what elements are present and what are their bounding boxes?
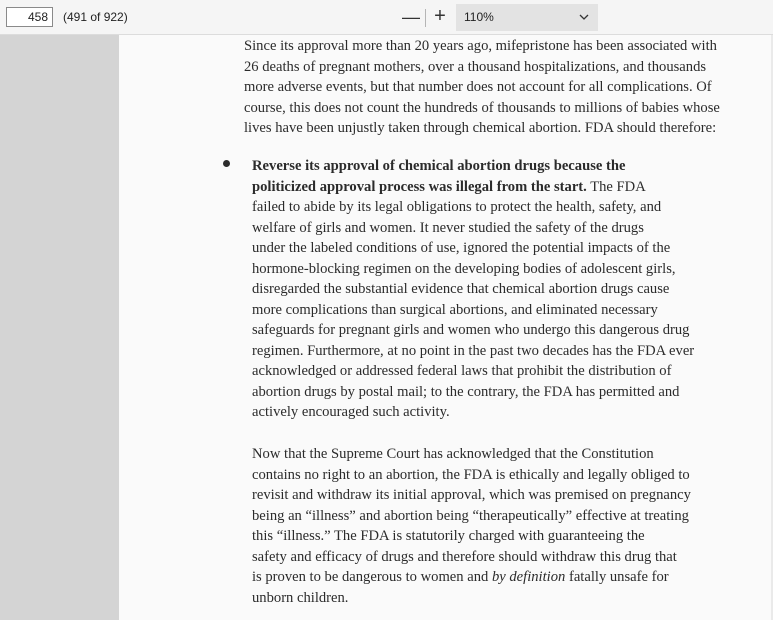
text-line: more adverse events, but that number does not account for all complications. Of [244, 79, 712, 95]
toolbar-divider [425, 9, 426, 27]
text-line [252, 156, 756, 177]
text-line: hormone-blocking regimen on the developing bodies of adolescent girls, [252, 260, 676, 277]
text-line: welfare of girls and women. It never studied the safety of the drugs [252, 219, 644, 236]
text-line: failed to abide by its legal obligations to protect the health, safety, and [252, 199, 662, 215]
text-line [252, 567, 756, 588]
page-count-label: (491 of 922) [63, 10, 128, 24]
text-run: fatally unsafe for [565, 569, 669, 585]
text-line: Now that the Supreme Court has acknowledged that the Constitution [252, 446, 654, 462]
text-line: safety and efficacy of drugs and therefore should withdraw this drug that [252, 548, 677, 565]
text-line: more complications than surgical abortions, and eliminated necessary [252, 301, 658, 318]
viewer-background [0, 35, 119, 620]
chevron-down-icon [579, 14, 589, 21]
text-line: Since its approval more than 20 years ago, mifepristone has been associated with [244, 38, 717, 54]
intro-paragraph [225, 36, 765, 139]
text-line: this “illness.” The FDA is statutorily charged with guaranteeing the [252, 528, 645, 544]
second-paragraph [252, 444, 756, 608]
italic-text: by definition [491, 569, 566, 585]
text-line: revisit and withdraw its initial approval, which was premised on pregnancy [252, 487, 691, 503]
text-line: under the labeled conditions of use, ignored the potential impacts of the [252, 240, 671, 256]
text-line: safeguards for pregnant girls and women who undergo this dangerous drug [252, 322, 690, 338]
text-line: course, this does not count the hundreds of thousands to millions of babies whose [244, 99, 720, 116]
pdf-toolbar [0, 0, 773, 35]
text-run: is proven to be dangerous to women and [252, 569, 492, 585]
text-line: abortion drugs by postal mail; to the contrary, the FDA has permitted and [252, 383, 680, 400]
bullet-paragraph [252, 156, 756, 423]
document-page [119, 35, 773, 620]
text-line: being an “illness” and abortion being “therapeutically” effective at treating [252, 507, 689, 524]
text-line: unborn children. [252, 589, 349, 606]
bold-heading: Reverse its approval of chemical abortion drugs because the [252, 158, 626, 174]
zoom-out-button[interactable]: — [402, 7, 420, 27]
text-run: The FDA [586, 178, 646, 195]
bold-heading: politicized approval process was illegal from the start. [252, 178, 587, 195]
bullet-icon [223, 160, 230, 167]
page-number-input[interactable]: 458 [6, 7, 53, 27]
text-line: 26 deaths of pregnant mothers, over a thousand hospitalizations, and thousands [244, 58, 707, 75]
text-line [252, 177, 756, 198]
text-line: disregarded the substantial evidence that chemical abortion drugs cause [252, 281, 670, 297]
text-line: acknowledged or addressed federal laws that prohibit the distribution of [252, 363, 672, 379]
text-line: actively encouraged such activity. [252, 404, 450, 420]
text-line: regimen. Furthermore, at no point in the past two decades has the FDA ever [252, 342, 695, 359]
zoom-level-dropdown[interactable] [456, 4, 598, 31]
text-line: contains no right to an abortion, the FDA is ethically and legally obliged to [252, 466, 690, 483]
zoom-level-value: 110% [464, 10, 494, 24]
zoom-in-button[interactable]: + [434, 5, 446, 27]
text-line: lives have been unjustly taken through chemical abortion. FDA should therefore: [244, 120, 717, 136]
